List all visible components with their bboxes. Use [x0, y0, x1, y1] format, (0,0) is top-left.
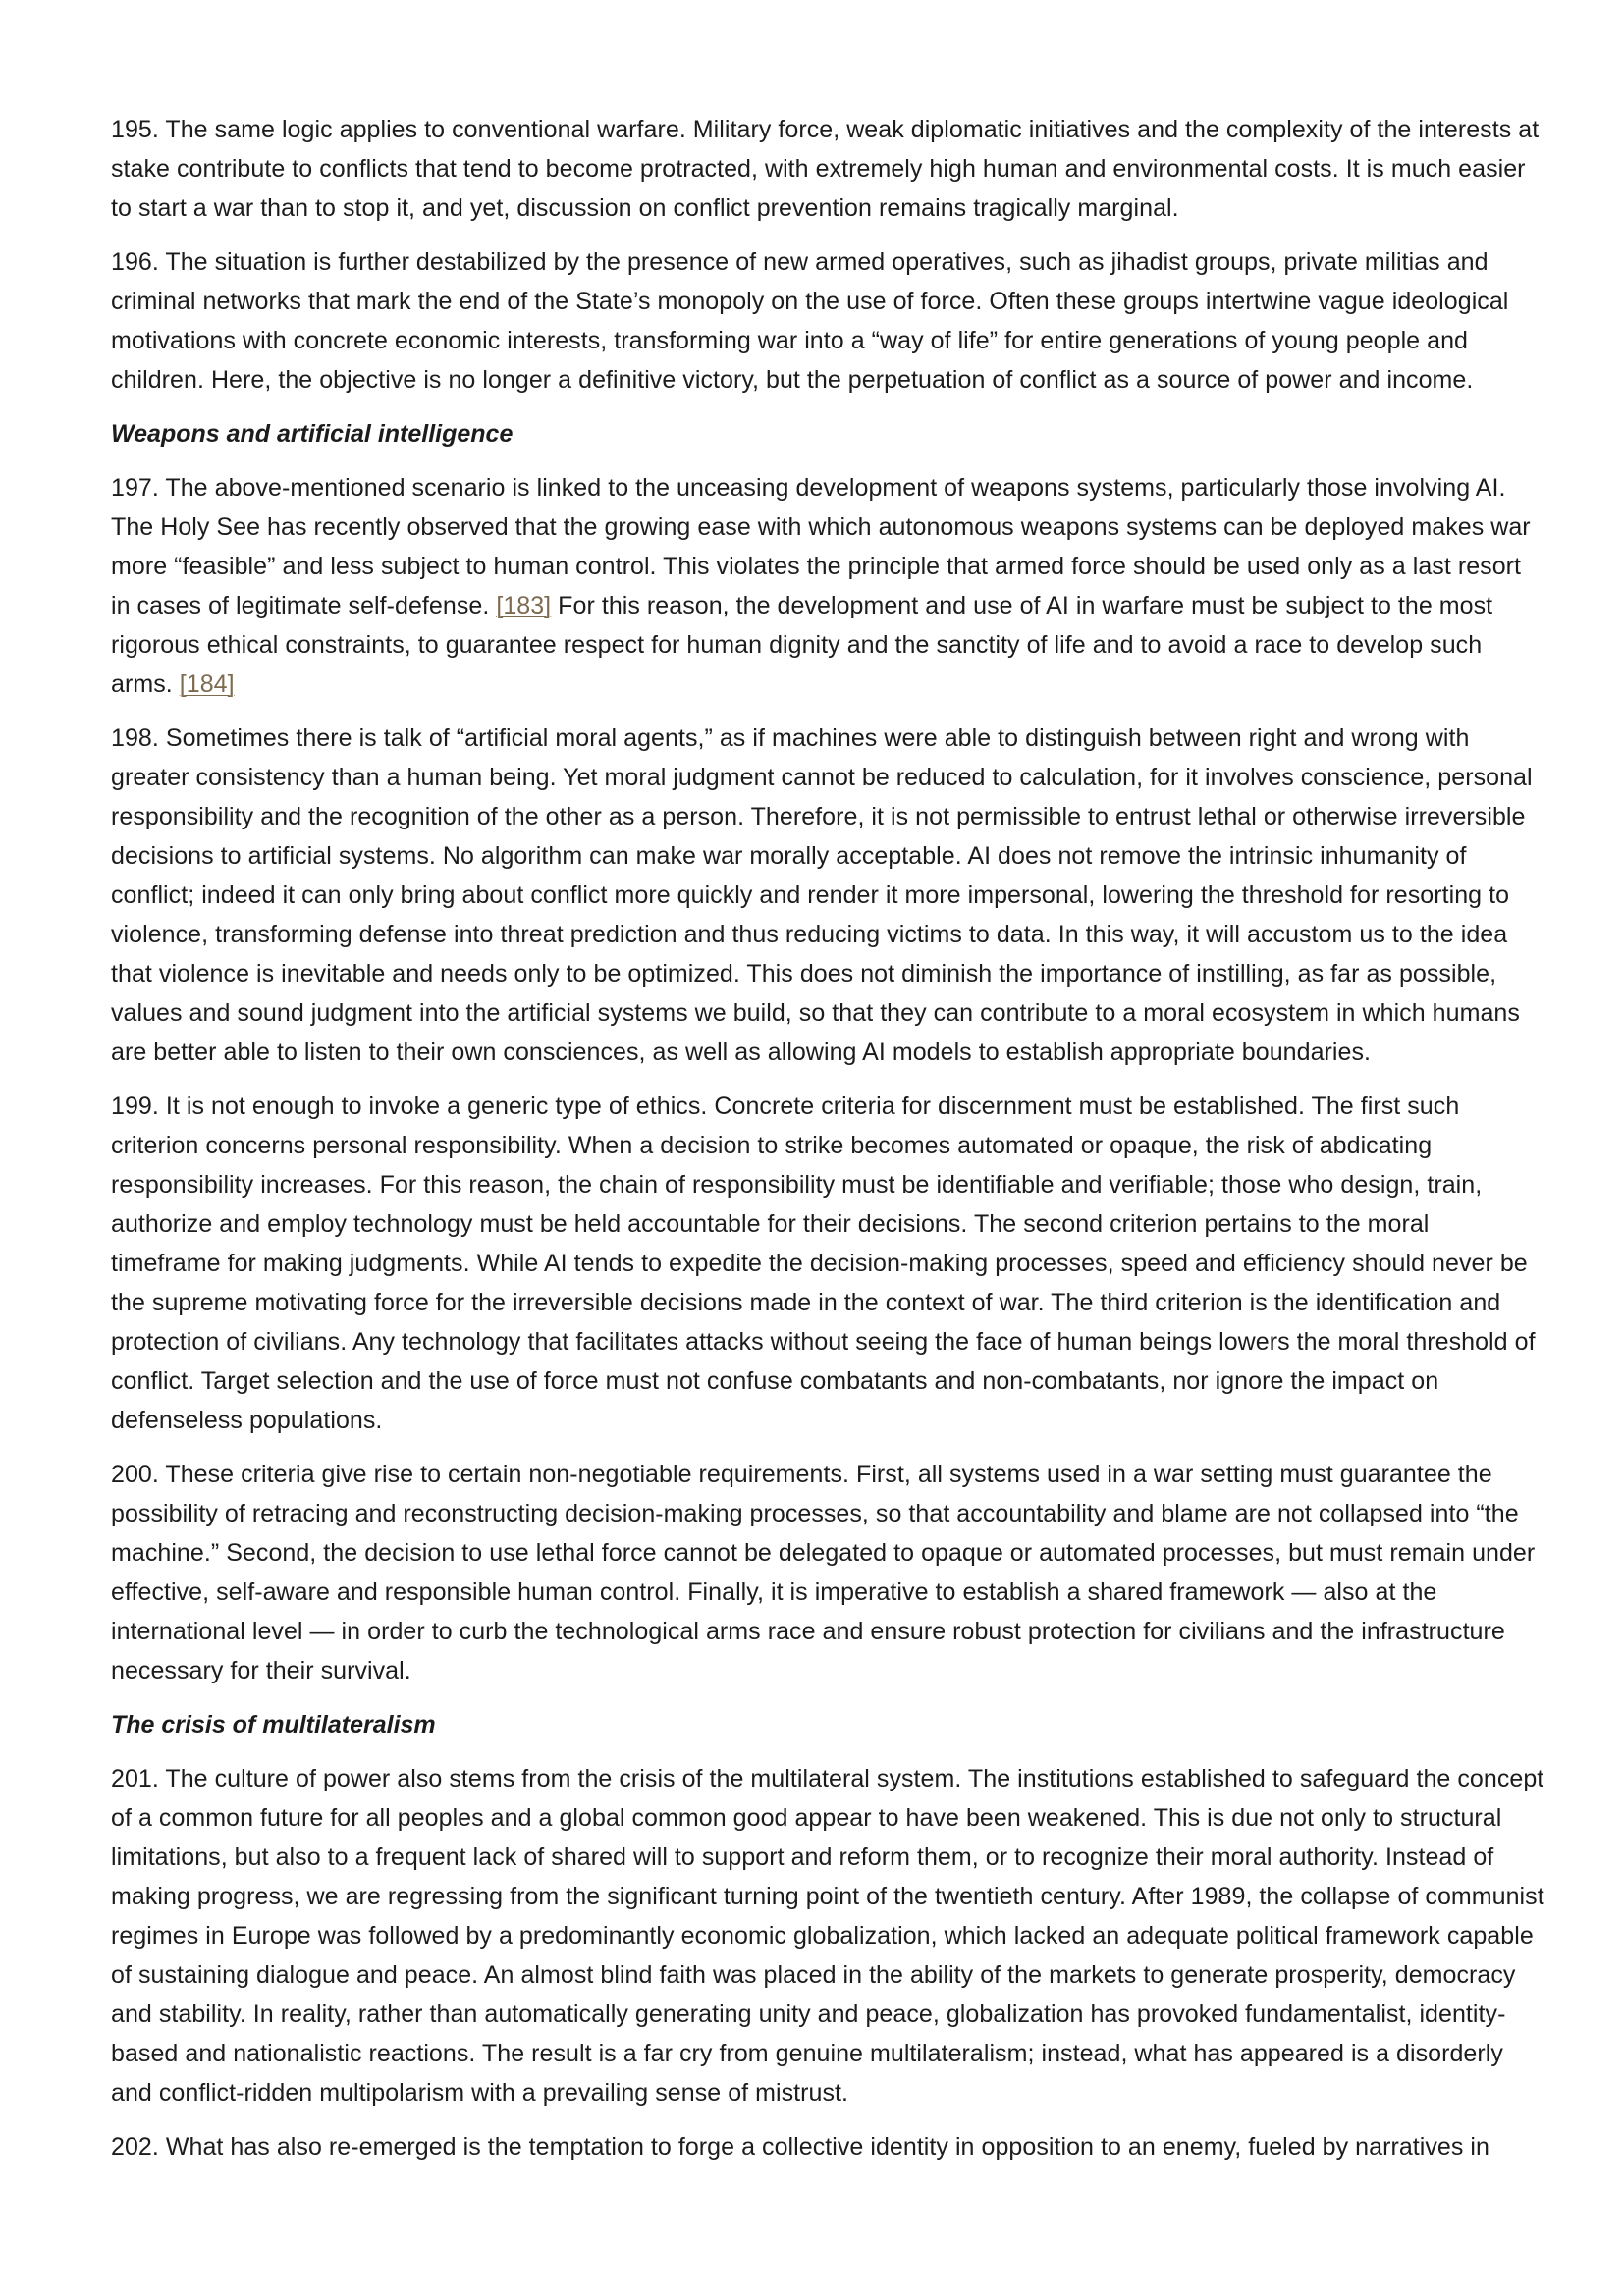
paragraph-195: 195. The same logic applies to conventional warfare. Military force, weak diplomatic initiatives and the complexity of the interests at stake contribute to conflicts that tend to become protracted, with extremely high human and environmental costs. It is much easier to start a war than to stop it, and yet, discussion on conflict prevention remains tragically marginal.	[111, 116, 1540, 222]
paragraph-197	[111, 468, 1544, 704]
text-column	[111, 110, 1544, 2166]
paragraph-200: 200. These criteria give rise to certain non-negotiable requirements. First, all systems used in a war setting must guarantee the possibility of retracing and reconstructing decision-making processes, so that accountability and blame are not collapsed into “the machine.” Second, the decision to use lethal force cannot be delegated to opaque or automated processes, but must remain under effective, self-aware and responsible human control. Finally, it is imperative to establish a shared framework — also at the international level — in order to curb the technological arms race and ensure robust protection for civilians and the infrastructure necessary for their survival.	[111, 1461, 1536, 1684]
paragraph-197-text-2: For this reason, the development and use of AI in warfare must be subject to the most rigorous ethical constraints, to guarantee respect for human dignity and the sanctity of life and to avoid a race to develop such arms.	[111, 592, 1493, 698]
footnote-link-184[interactable]: [184]	[179, 670, 235, 698]
footnote-link-183[interactable]: [183]	[496, 592, 552, 619]
paragraph-196: 196. The situation is further destabilized by the presence of new armed operatives, such as jihadist groups, private militias and criminal networks that mark the end of the State’s monopoly on the use of force. Often these groups intertwine vague ideological motivations with concrete economic interests, transforming war into a “way of life” for entire generations of young people and children. Here, the objective is no longer a definitive victory, but the perpetuation of conflict as a source of power and income.	[111, 248, 1509, 394]
paragraph-202: 202. What has also re-emerged is the temptation to forge a collective identity in opposition to an enemy, fueled by narratives in	[111, 2133, 1489, 2161]
paragraph-198: 198. Sometimes there is talk of “artificial moral agents,” as if machines were able to distinguish between right and wrong with greater consistency than a human being. Yet moral judgment cannot be reduced to calculation, for it involves conscience, personal responsibility and the recognition of the other as a person. Therefore, it is not permissible to entrust lethal or otherwise irreversible decisions to artificial systems. No algorithm can make war morally acceptable. AI does not remove the intrinsic inhumanity of conflict; indeed it can only bring about conflict more quickly and render it more impersonal, lowering the threshold for resorting to violence, transforming defense into threat prediction and thus reducing victims to data. In this way, it will accustom us to the idea that violence is inevitable and needs only to be optimized. This does not diminish the importance of instilling, as far as possible, values and sound judgment into the artificial systems we build, so that they can contribute to a moral ecosystem in which humans are better able to listen to their own consciences, as well as allowing AI models to establish appropriate boundaries.	[111, 724, 1533, 1066]
section-heading-weapons-ai: Weapons and artificial intelligence	[111, 420, 514, 448]
paragraph-197-text-1: 197. The above-mentioned scenario is linked to the unceasing development of weapons systems, particularly those involving AI. The Holy See has recently observed that the growing ease with which autonomous weapons systems can be deployed makes war more “feasible” and less subject to human control. This violates the principle that armed force should be used only as a last resort in cases of legitimate self-defense.	[111, 474, 1531, 619]
document-body	[111, 110, 1624, 2181]
paragraph-199: 199. It is not enough to invoke a generic type of ethics. Concrete criteria for discernment must be established. The first such criterion concerns personal responsibility. When a decision to strike becomes automated or opaque, the risk of abdicating responsibility increases. For this reason, the chain of responsibility must be identifiable and verifiable; those who design, train, authorize and employ technology must be held accountable for their decisions. The second criterion pertains to the moral timeframe for making judgments. While AI tends to expedite the decision-making processes, speed and efficiency should never be the supreme motivating force for the irreversible decisions made in the context of war. The third criterion is the identification and protection of civilians. Any technology that facilitates attacks without seeing the face of human beings lowers the moral threshold of conflict. Target selection and the use of force must not confuse combatants and non-combatants, nor ignore the impact on defenseless populations.	[111, 1093, 1536, 1434]
section-heading-multilateralism: The crisis of multilateralism	[111, 1711, 436, 1738]
paragraph-201: 201. The culture of power also stems from the crisis of the multilateral system. The institutions established to safeguard the concept of a common future for all peoples and a global common good appear to have been weakened. This is due not only to structural limitations, but also to a frequent lack of shared will to support and reform them, or to recognize their moral authority. Instead of making progress, we are regressing from the significant turning point of the twentieth century. After 1989, the collapse of communist regimes in Europe was followed by a predominantly economic globalization, which lacked an adequate political framework capable of sustaining dialogue and peace. An almost blind faith was placed in the ability of the markets to generate prosperity, democracy and stability. In reality, rather than automatically generating unity and peace, globalization has provoked fundamentalist, identity-based and nationalistic reactions. The result is a far cry from genuine multilateralism; instead, what has appeared is a disorderly and conflict-ridden multipolarism with a prevailing sense of mistrust.	[111, 1765, 1544, 2107]
